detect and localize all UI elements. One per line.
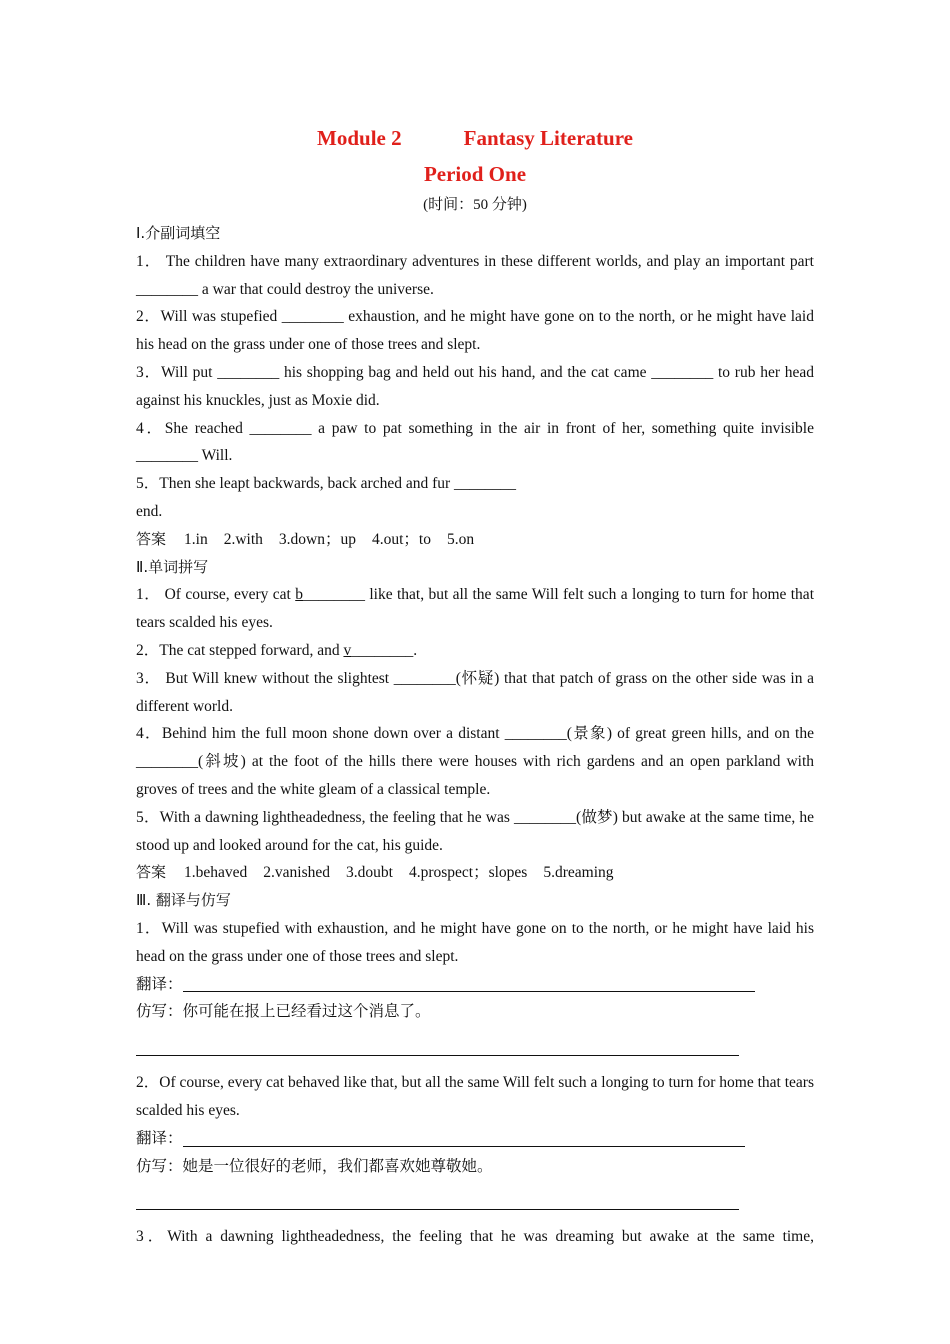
- s1-answer-3: 3.down；up: [278, 530, 356, 548]
- s1-answer-label: 答案: [136, 529, 167, 548]
- s3-item-1-imitate: 仿写：你可能在报上已经看过这个消息了。: [136, 1003, 431, 1021]
- s2-answer-1: 1.behaved: [184, 864, 248, 882]
- s2-item-1: [136, 581, 814, 637]
- s2-answer-4: 4.prospect；slopes: [408, 864, 528, 882]
- s1-answer-5: 5.on: [446, 530, 475, 548]
- s2-answer-5: 5.dreaming: [543, 864, 614, 882]
- s2-answer-2: 2.vanished: [263, 864, 331, 882]
- s2-answers: [136, 859, 814, 887]
- translate-label: 翻译：: [136, 1129, 183, 1147]
- s3-item-2-imitate: 仿写：她是一位很好的老师，我们都喜欢她尊敬她。: [136, 1157, 493, 1175]
- section2-heading: Ⅱ.单词拼写: [136, 557, 209, 576]
- s2-item-2-post: ________.: [351, 641, 418, 659]
- s2-answer-3: 3.doubt: [346, 864, 393, 882]
- translate-answer-line[interactable]: [183, 971, 755, 992]
- s3-item-3-sentence: 3．With a dawning lightheadedness, the feeling that he was dreaming but awake at the same time,: [136, 1228, 814, 1246]
- s2-answer-label: 答案: [136, 863, 167, 882]
- time-limit: (时间：50 分钟): [423, 197, 527, 213]
- s2-item-1-hint: b: [295, 586, 303, 604]
- s2-item-3: 3． But Will knew without the slightest ________(怀疑) that that patch of grass on the other side was in a different world.: [136, 669, 814, 715]
- s3-item-2-translate: [136, 1125, 814, 1153]
- s1-item-1: 1． The children have many extraordinary adventures in these different worlds, and play an important part ________ a war that could destroy the universe.: [136, 252, 814, 298]
- module-title: [136, 120, 814, 156]
- translate-label: 翻译：: [136, 975, 183, 993]
- period-title: Period One: [423, 162, 527, 186]
- worksheet-page: [136, 120, 814, 1251]
- s2-item-2-pre: 2．The cat stepped forward, and: [136, 641, 344, 659]
- translate-answer-line[interactable]: [183, 1126, 745, 1147]
- section3-heading: Ⅲ. 翻译与仿写: [136, 891, 231, 910]
- s2-item-5: 5．With a dawning lightheadedness, the feeling that he was ________(做梦) but awake at the same time, he stood up and looked around for the cat, his guide.: [136, 808, 814, 854]
- s3-item-2-sentence: 2．Of course, every cat behaved like that, but all the same Will felt such a longing to turn for home that tears scalded his eyes.: [136, 1074, 814, 1119]
- section1-heading: Ⅰ.介副词填空: [136, 224, 221, 242]
- module-topic: Fantasy Literature: [463, 126, 633, 150]
- s1-item-5-cont: end.: [136, 502, 163, 520]
- s1-answers: [136, 526, 814, 554]
- s2-item-2-hint: v: [343, 641, 352, 659]
- s2-item-4: 4．Behind him the full moon shone down over a distant ________(景象) of great green hills, and on the ________(斜坡) at the foot of the hills there were houses with rich gardens and an open parkland with groves of trees and the white gleam of a classical temple.: [136, 725, 814, 798]
- s1-item-4: 4．She reached ________ a paw to pat something in the air in front of her, something quite invisible ________ Will.: [136, 419, 814, 465]
- s1-answer-2: 2.with: [223, 530, 263, 548]
- s2-item-1-pre: 1． Of course, every cat: [136, 586, 296, 604]
- imitate-answer-line[interactable]: [136, 1054, 739, 1056]
- s3-item-1-sentence: 1．Will was stupefied with exhaustion, and he might have gone on to the north, or he might have laid his head on the grass under one of those trees and slept.: [136, 919, 814, 965]
- s3-item-1-translate: [136, 971, 814, 999]
- s2-item-1-post: ________ like that, but all the same Will felt such a longing to turn for home that tears scalded his eyes.: [136, 586, 814, 632]
- imitate-answer-line[interactable]: [136, 1208, 739, 1210]
- s1-item-2: 2．Will was stupefied ________ exhaustion, and he might have gone on to the north, or he might have laid his head on the grass under one of those trees and slept.: [136, 308, 814, 354]
- s1-item-3: 3．Will put ________ his shopping bag and held out his hand, and the cat came ________ to rub her head against his knuckles, just as Moxie did.: [136, 363, 814, 409]
- s1-answer-4: 4.out；to: [371, 530, 431, 548]
- s1-answer-1: 1.in: [184, 530, 208, 548]
- s1-item-5: 5．Then she leapt backwards, back arched and fur ________: [136, 475, 517, 493]
- s2-item-2: [136, 637, 814, 665]
- module-number: Module 2: [317, 126, 402, 150]
